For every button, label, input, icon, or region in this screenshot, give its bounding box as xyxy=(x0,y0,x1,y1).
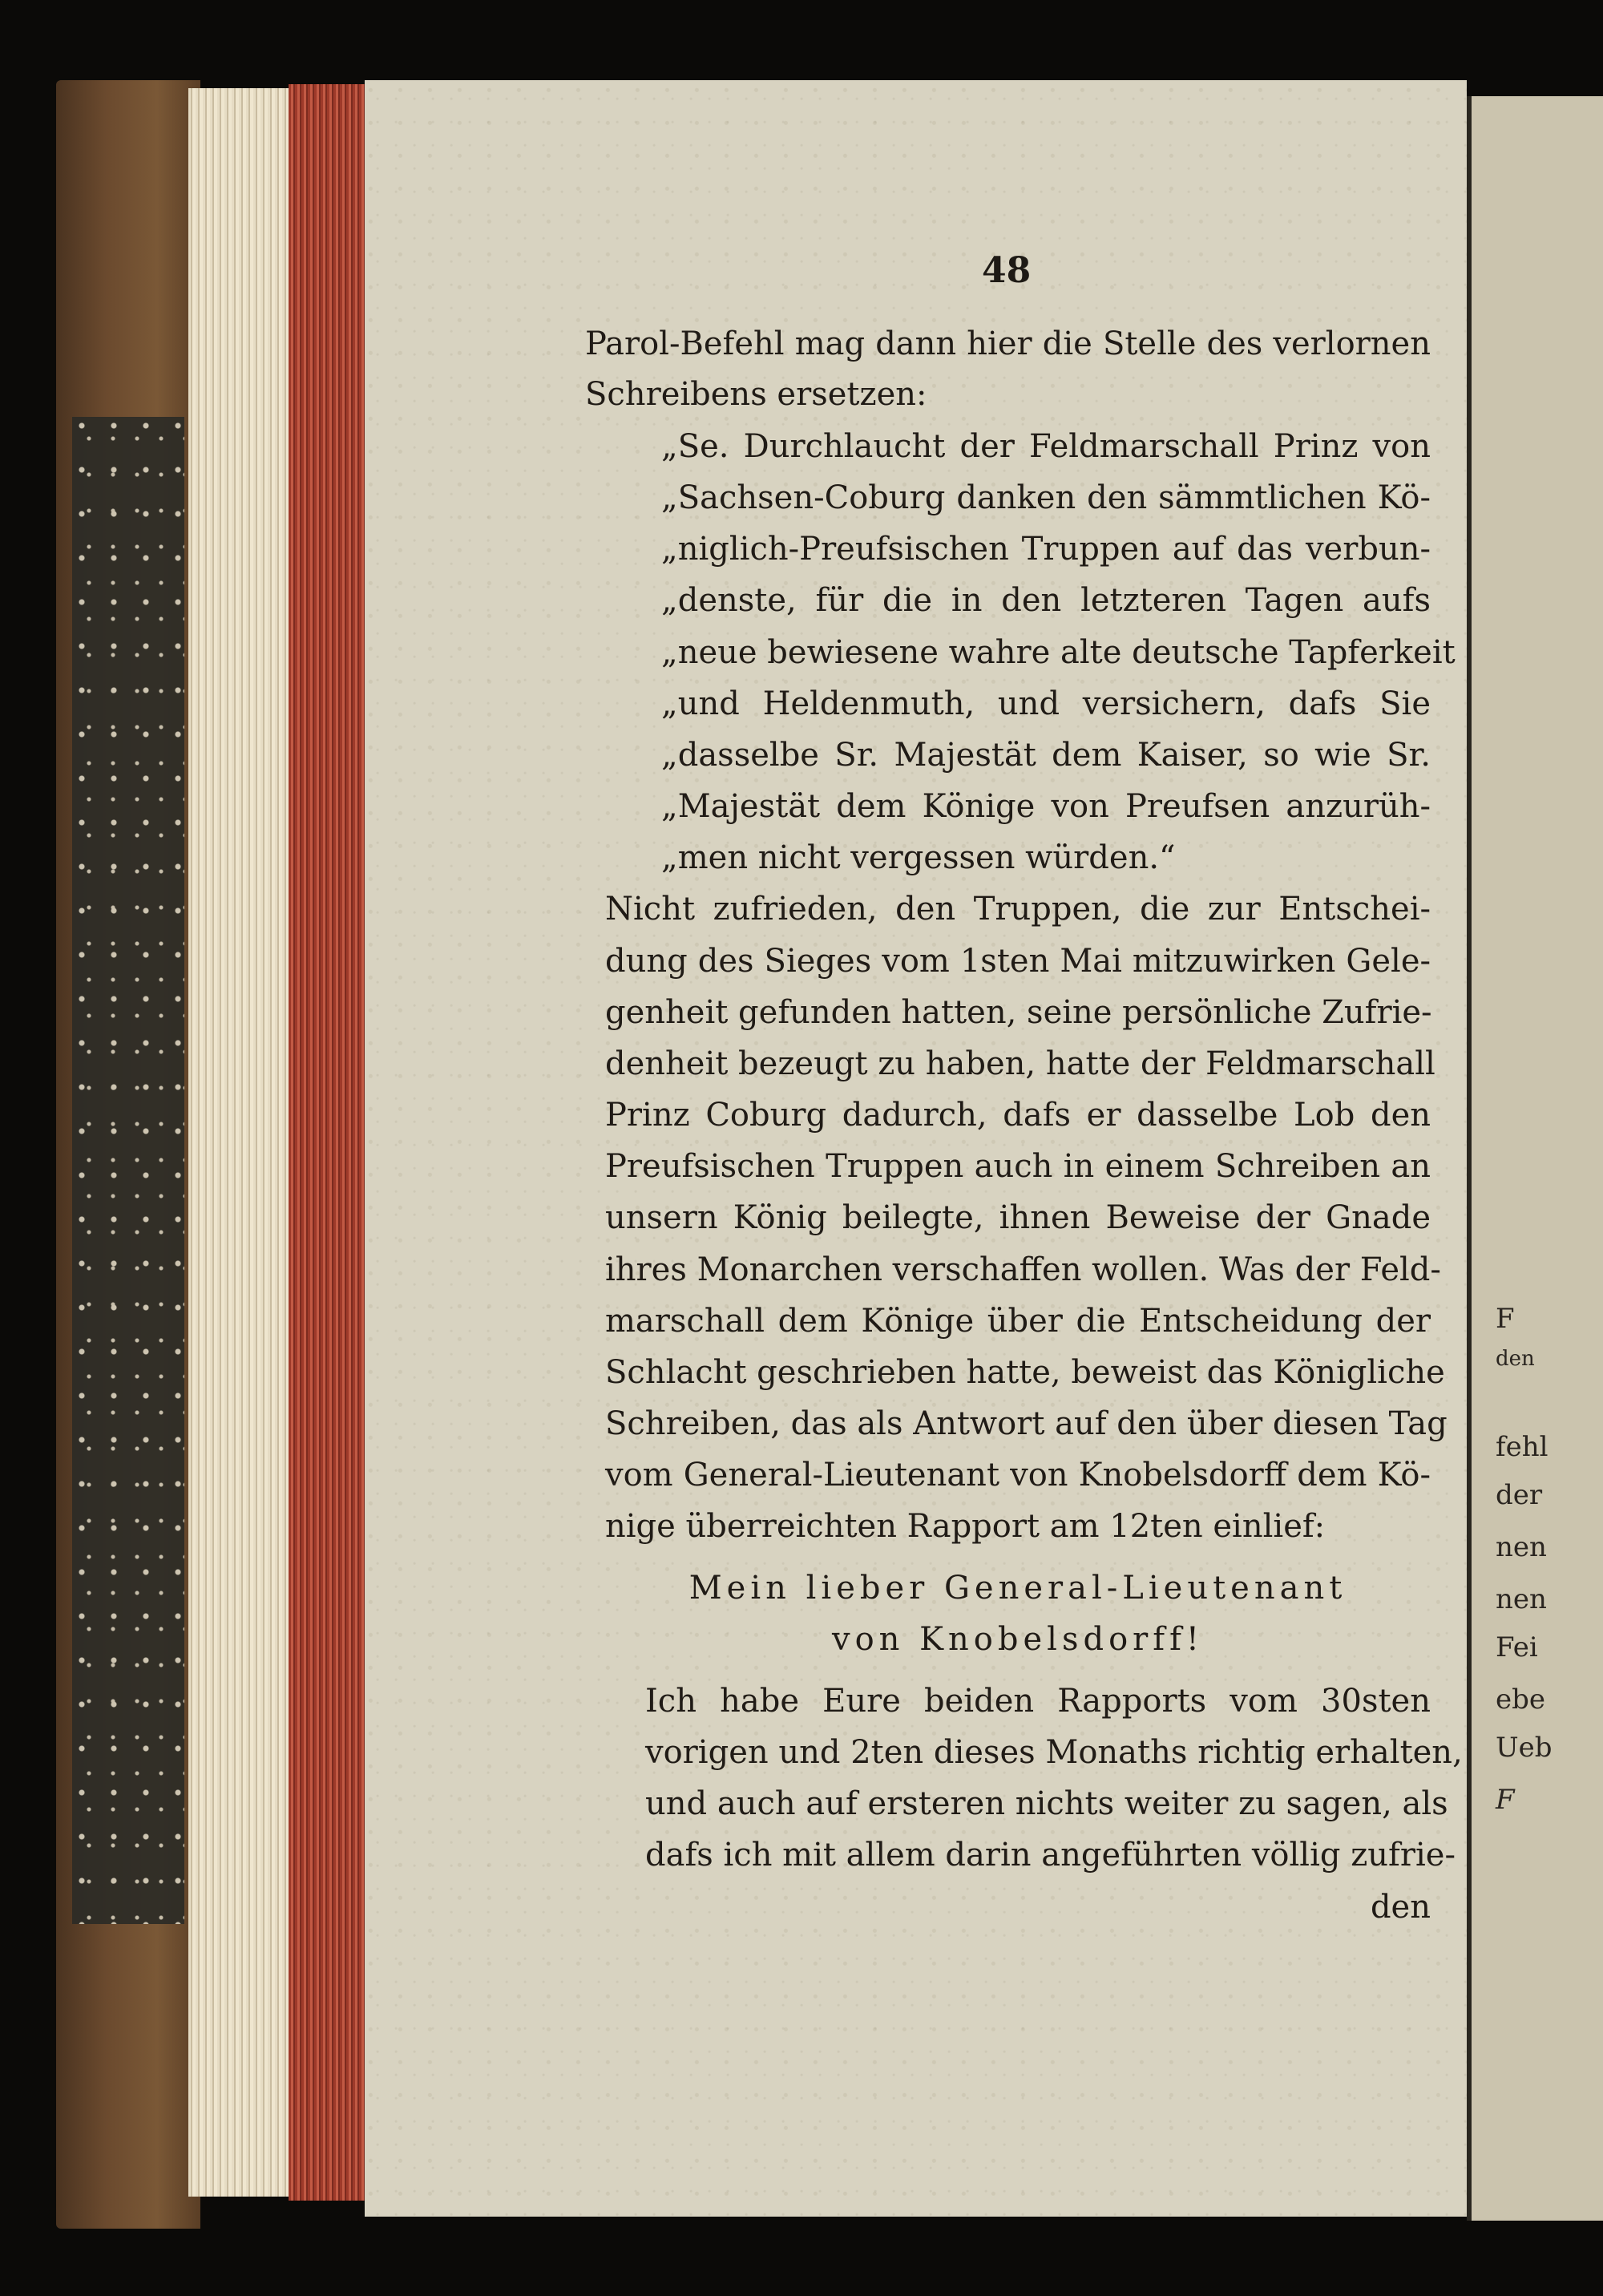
text-line: unsern König beilegte, ihnen Beweise der Gnade xyxy=(605,1199,1431,1236)
red-page-edges xyxy=(289,84,365,2201)
letter-line: Ich habe Eure beiden Rapports vom 30sten xyxy=(645,1683,1431,1720)
facing-page-text: fehl xyxy=(1496,1431,1548,1463)
facing-page-text: Fei xyxy=(1496,1631,1538,1663)
text-line: „Sachsen-Coburg danken den sämmtlichen Kö- xyxy=(661,479,1431,516)
facing-page-text: den xyxy=(1496,1347,1535,1371)
text-line: dung des Sieges vom 1sten Mai mitzuwirken Gele- xyxy=(605,943,1431,980)
facing-page-text: nen xyxy=(1496,1583,1547,1615)
text-line: „denste, für die in den letzteren Tagen aufs xyxy=(661,582,1431,619)
facing-page-text: F xyxy=(1496,1303,1515,1335)
page-number: 48 xyxy=(982,250,1032,291)
text-line: denheit bezeugt zu haben, hatte der Feldmarschall xyxy=(605,1045,1435,1082)
text-line: marschall dem Könige über die Entscheidung der xyxy=(605,1303,1431,1340)
facing-page-text: nen xyxy=(1496,1531,1547,1563)
facing-page-text: der xyxy=(1496,1479,1543,1511)
facing-page-text: Ueb xyxy=(1496,1732,1553,1764)
facing-page-text: F xyxy=(1496,1784,1515,1816)
facing-page-text: ebe xyxy=(1496,1684,1546,1716)
text-line: Schreiben, das als Antwort auf den über diesen Tag xyxy=(605,1405,1448,1442)
text-line: „niglich-Preufsischen Truppen auf das verbun- xyxy=(661,531,1431,568)
text-line: „Se. Durchlaucht der Feldmarschall Prinz von xyxy=(661,428,1431,465)
text-line: nige überreichten Rapport am 12ten einlief: xyxy=(605,1508,1326,1545)
text-line: Nicht zufrieden, den Truppen, die zur Entschei- xyxy=(605,891,1431,928)
text-line: „und Heldenmuth, und versichern, dafs Sie xyxy=(661,685,1431,722)
text-line: „men nicht vergessen würden.“ xyxy=(661,839,1176,876)
text-line: ihres Monarchen verschaffen wollen. Was der Feld- xyxy=(605,1251,1441,1288)
letter-line: und auch auf ersteren nichts weiter zu sagen, als xyxy=(645,1785,1448,1822)
text-line: Schreibens ersetzen: xyxy=(585,376,927,413)
text-line: Prinz Coburg dadurch, dafs er dasselbe Lob den xyxy=(605,1097,1431,1134)
text-line: Preufsischen Truppen auch in einem Schreiben an xyxy=(605,1148,1431,1185)
catchword: den xyxy=(1370,1889,1431,1926)
text-line: „dasselbe Sr. Majestät dem Kaiser, so wie Sr. xyxy=(661,737,1431,774)
text-line: genheit gefunden hatten, seine persönliche Zufrie- xyxy=(605,994,1432,1031)
letter-salutation: von Knobelsdorff! xyxy=(832,1621,1204,1658)
facing-page-fragment xyxy=(1467,96,1603,2221)
text-line: Schlacht geschrieben hatte, beweist das Königliche xyxy=(605,1354,1445,1391)
text-line: „neue bewiesene wahre alte deutsche Tapferkeit xyxy=(661,634,1456,671)
marbled-cover-pattern xyxy=(72,417,184,1924)
text-line: „Majestät dem Könige von Preufsen anzurüh- xyxy=(661,788,1431,825)
letter-salutation: Mein lieber General-Lieutenant xyxy=(688,1570,1347,1607)
letter-line: vorigen und 2ten dieses Monaths richtig erhalten, xyxy=(645,1734,1463,1771)
letter-line: dafs ich mit allem darin angeführten völlig zufrie- xyxy=(645,1837,1456,1874)
text-line: Parol-Befehl mag dann hier die Stelle des verlornen xyxy=(585,325,1431,362)
text-line: vom General-Lieutenant von Knobelsdorff dem Kö- xyxy=(605,1457,1431,1494)
